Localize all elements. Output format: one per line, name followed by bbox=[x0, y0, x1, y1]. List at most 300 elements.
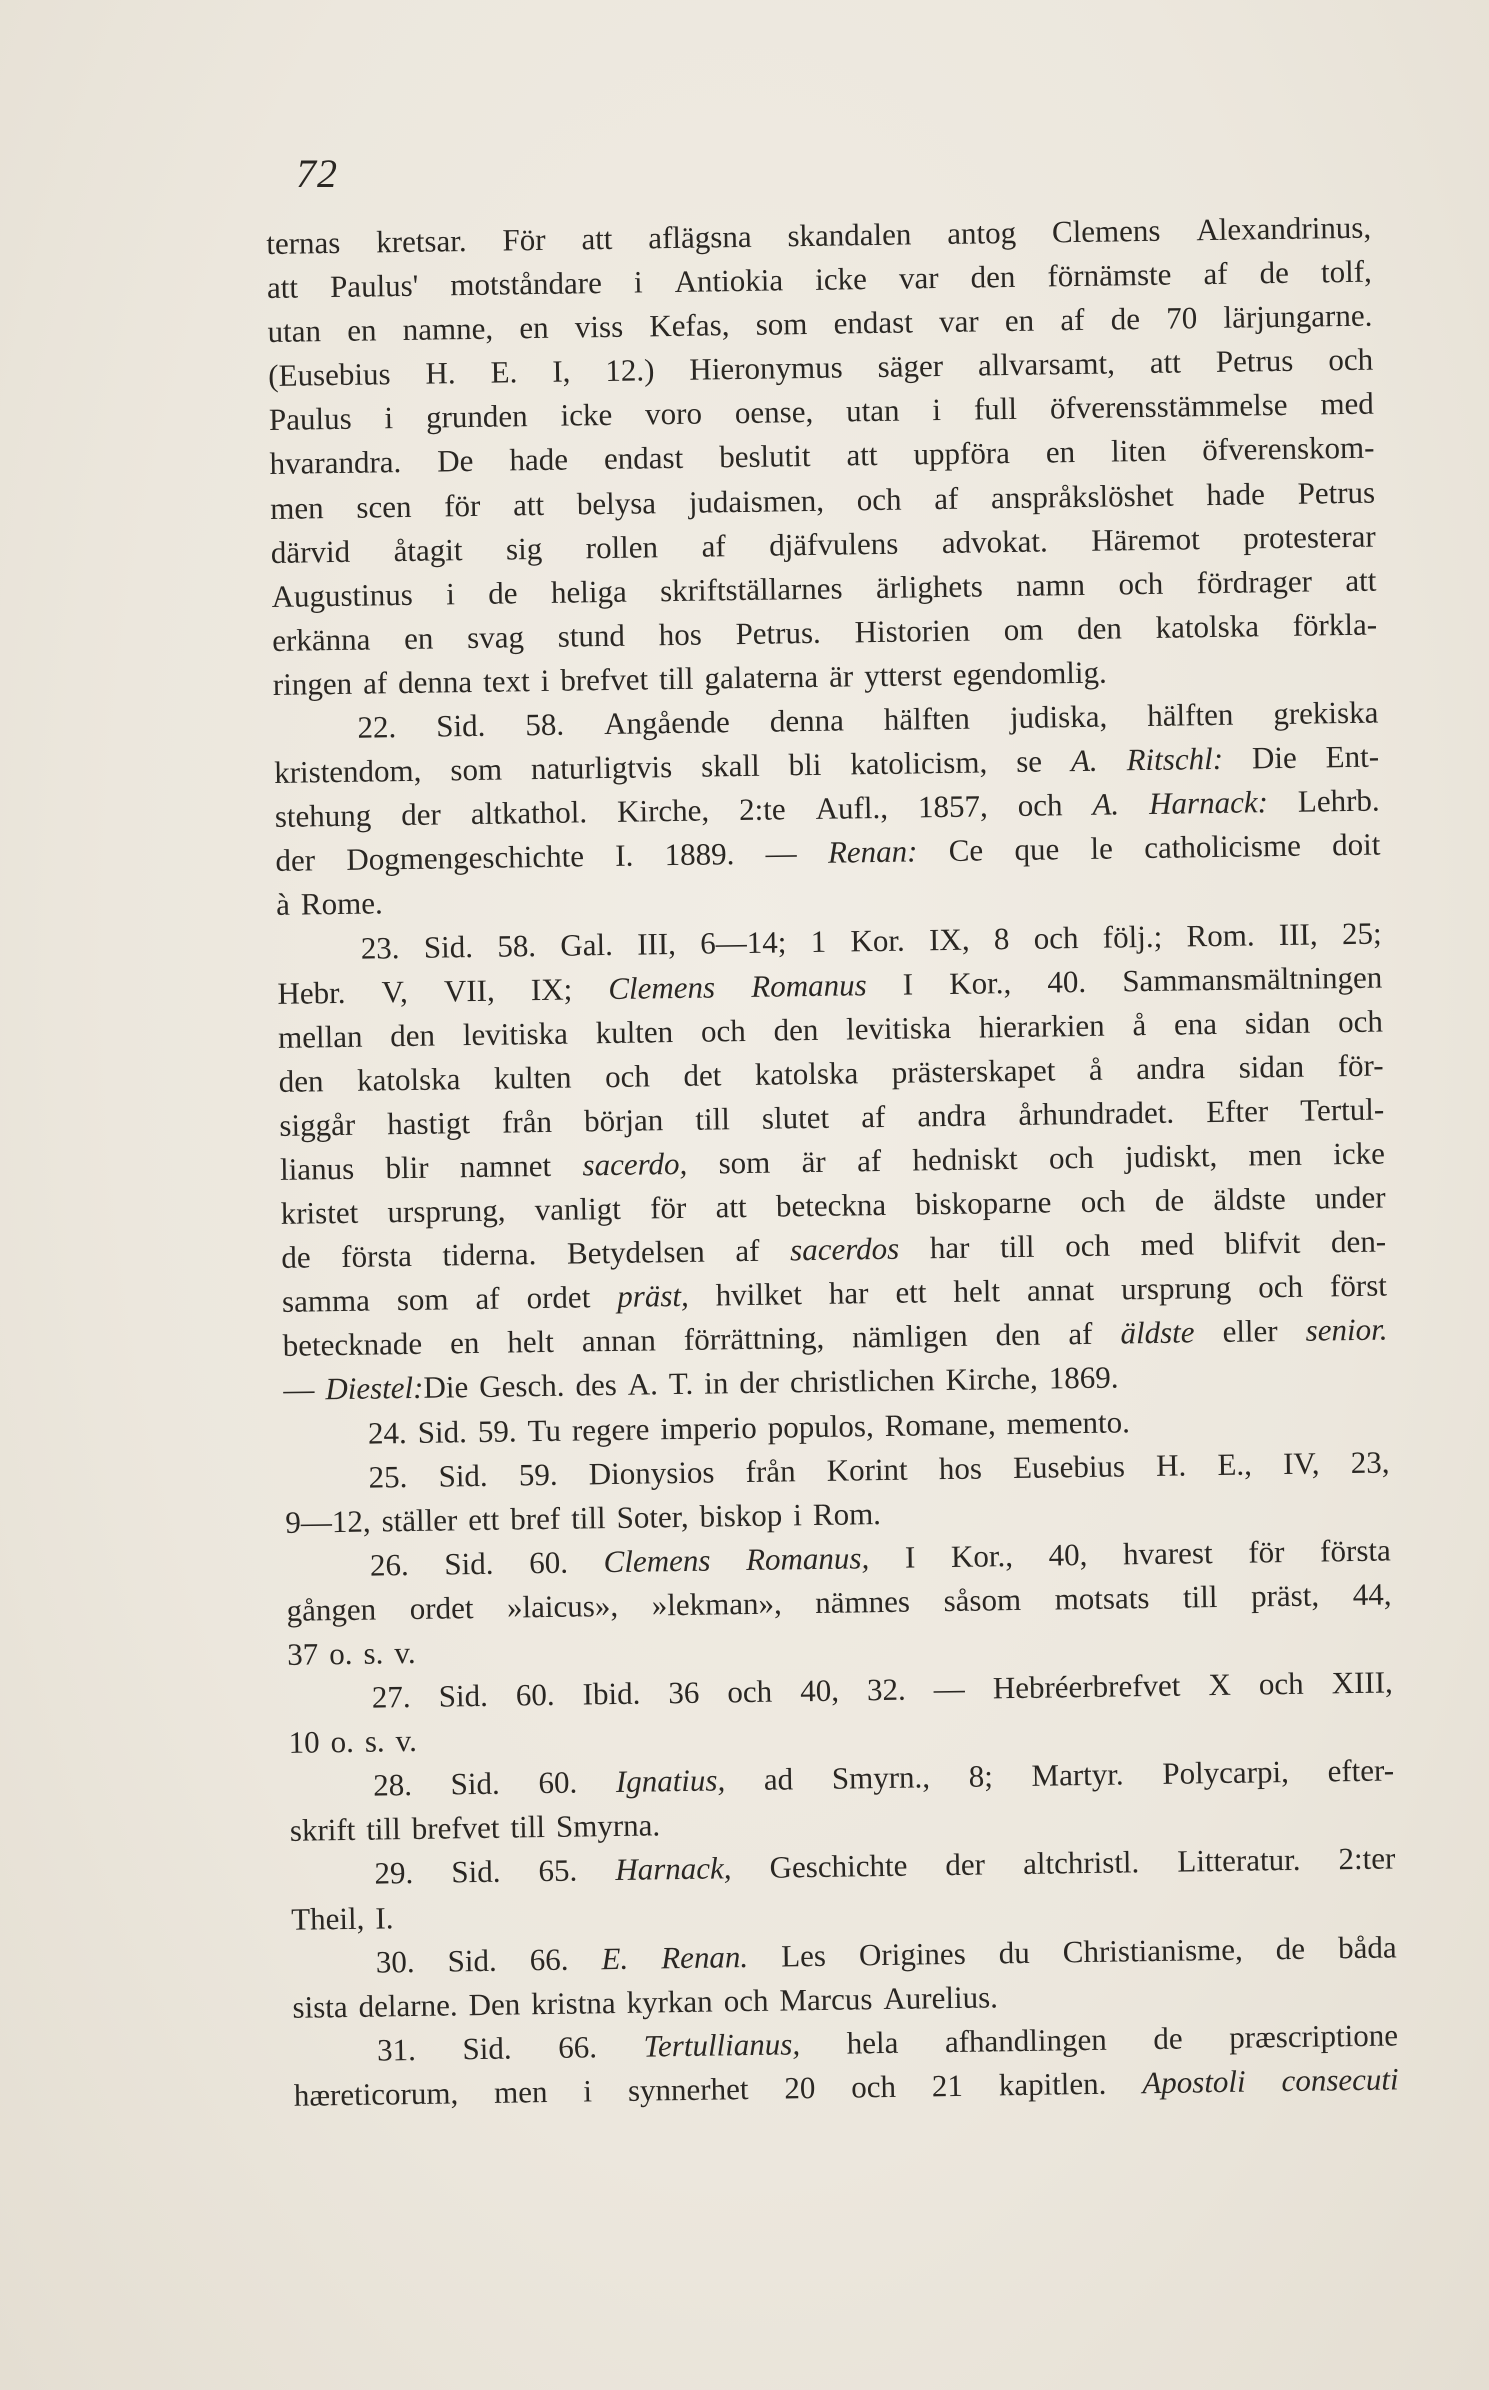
word: i bbox=[583, 2073, 593, 2109]
word: sacerdo, bbox=[582, 1145, 688, 1183]
word: 2:te bbox=[738, 791, 786, 828]
word: af bbox=[735, 1232, 760, 1269]
word: Romanus, bbox=[745, 1540, 870, 1577]
word: — bbox=[765, 835, 797, 871]
word: full bbox=[973, 391, 1018, 427]
word: af bbox=[933, 480, 959, 516]
word: katolska bbox=[1155, 608, 1260, 645]
word: protesterar bbox=[1242, 518, 1376, 556]
word: att bbox=[1345, 562, 1377, 598]
word: Augustinus bbox=[271, 576, 414, 614]
word: 32. bbox=[866, 1671, 906, 1708]
word: allvarsamt, bbox=[977, 345, 1116, 383]
word: Clemens bbox=[608, 969, 716, 1006]
word: hastigt bbox=[387, 1104, 471, 1142]
word: prästerskapet bbox=[891, 1052, 1056, 1090]
word: anspråkslöshet bbox=[990, 477, 1174, 515]
word: eller bbox=[1222, 1313, 1278, 1350]
word: till bbox=[366, 1811, 402, 1848]
word: Hebréerbrefvet bbox=[992, 1667, 1181, 1706]
word: Harnack: bbox=[1148, 784, 1269, 822]
notes-lines bbox=[266, 206, 1399, 2118]
word: och bbox=[723, 1982, 769, 2019]
word: Ibid. bbox=[582, 1675, 641, 1712]
word: o. bbox=[328, 1635, 353, 1672]
word: E. bbox=[490, 354, 518, 390]
word: 40, bbox=[799, 1672, 840, 1709]
word: af bbox=[701, 527, 726, 564]
word: I, bbox=[552, 353, 571, 390]
word: därvid bbox=[270, 533, 351, 570]
word: des bbox=[575, 1367, 618, 1403]
word: Romane, bbox=[884, 1405, 996, 1443]
word: af bbox=[475, 1280, 500, 1317]
word: I bbox=[902, 966, 914, 1002]
word: hvilket bbox=[715, 1276, 803, 1313]
word: Sid. bbox=[462, 2030, 512, 2067]
word: IV, bbox=[1282, 1445, 1320, 1481]
word: Aurelius. bbox=[883, 1979, 999, 2016]
word: H. bbox=[1155, 1447, 1187, 1483]
word: kristet bbox=[280, 1194, 359, 1231]
word: antog bbox=[946, 214, 1017, 251]
word: och bbox=[856, 481, 902, 517]
word: rollen bbox=[585, 528, 659, 565]
word: Origines bbox=[858, 1935, 966, 1973]
word: »laicus», bbox=[506, 1587, 619, 1625]
word: som bbox=[396, 1281, 449, 1318]
word: A. bbox=[1092, 786, 1120, 823]
word: VII, bbox=[443, 972, 495, 1009]
word: Theil, bbox=[290, 1900, 365, 1937]
word: 24. bbox=[367, 1414, 407, 1451]
word: har bbox=[929, 1229, 970, 1266]
word: de bbox=[1275, 1930, 1306, 1966]
word: Sid. bbox=[438, 1677, 489, 1714]
word: ett bbox=[895, 1274, 927, 1311]
word: och bbox=[1337, 1003, 1384, 1039]
word: grunden bbox=[425, 398, 528, 436]
word: Christianisme, bbox=[1062, 1931, 1243, 1970]
word: och bbox=[1033, 919, 1079, 956]
word: ad bbox=[763, 1761, 794, 1798]
word: s. bbox=[364, 1723, 385, 1759]
word: Sid. bbox=[451, 1854, 501, 1890]
word: 40, bbox=[1048, 1536, 1088, 1573]
word: Sid. bbox=[447, 1942, 497, 1979]
word: le bbox=[1090, 830, 1114, 867]
word: grekiska bbox=[1273, 694, 1379, 732]
word: den- bbox=[1330, 1223, 1387, 1260]
word: kyrkan bbox=[626, 1983, 713, 2020]
word: consecuti bbox=[1281, 2061, 1399, 2099]
word: fördrager bbox=[1196, 563, 1313, 600]
word: hos bbox=[938, 1450, 983, 1486]
word: biskoparne bbox=[915, 1184, 1052, 1222]
word: från bbox=[501, 1103, 553, 1140]
word: Sid. bbox=[417, 1413, 468, 1450]
word: Kor., bbox=[948, 964, 1012, 1001]
word: que bbox=[1014, 831, 1060, 868]
word: för bbox=[649, 1189, 687, 1226]
word: belysa bbox=[576, 484, 657, 521]
word: 60. bbox=[515, 1676, 555, 1713]
word: à bbox=[275, 887, 291, 923]
word: skrift bbox=[289, 1812, 356, 1849]
word: 25; bbox=[1341, 915, 1382, 951]
word: I. bbox=[614, 837, 634, 874]
word: sidan bbox=[1244, 1004, 1311, 1041]
word: båda bbox=[1337, 1929, 1397, 1965]
word: ordet bbox=[526, 1279, 591, 1316]
word: senior. bbox=[1305, 1311, 1388, 1349]
word: mellan bbox=[277, 1018, 363, 1055]
word: Hieronymus bbox=[689, 349, 843, 388]
word: endast bbox=[603, 440, 684, 477]
word: delarne. bbox=[358, 1987, 458, 2024]
word: 1 bbox=[810, 923, 827, 959]
word: imperio bbox=[660, 1409, 758, 1446]
word: af bbox=[1068, 1316, 1093, 1352]
word: har bbox=[828, 1275, 869, 1312]
word: svag bbox=[466, 619, 525, 655]
word: och bbox=[1258, 1268, 1304, 1305]
word: den bbox=[389, 1017, 436, 1053]
word: I bbox=[904, 1539, 916, 1575]
word: som bbox=[718, 1144, 771, 1181]
page-number: 72 bbox=[296, 151, 338, 196]
word: der bbox=[275, 842, 316, 879]
word: catholicisme bbox=[1143, 828, 1302, 866]
word: och bbox=[1080, 1183, 1126, 1220]
word: Historien bbox=[854, 612, 971, 650]
word: 29. bbox=[374, 1855, 414, 1892]
word: kulten bbox=[493, 1059, 572, 1096]
word: äldste bbox=[1120, 1314, 1195, 1351]
word: v. bbox=[395, 1723, 418, 1759]
word: IX; bbox=[530, 971, 573, 1007]
word: voro bbox=[644, 395, 703, 432]
word: annan bbox=[581, 1322, 657, 1359]
word: att bbox=[715, 1189, 747, 1225]
word: hæreticorum, bbox=[293, 2075, 459, 2113]
word: Litteratur. bbox=[1177, 1842, 1301, 1880]
word: en bbox=[449, 1325, 480, 1361]
word: å bbox=[1132, 1006, 1147, 1042]
word: öfverensstämmelse bbox=[1049, 387, 1288, 426]
word: 44, bbox=[1352, 1576, 1392, 1612]
word: och bbox=[700, 1012, 746, 1049]
word: till bbox=[570, 1499, 606, 1536]
word: aflägsna bbox=[648, 218, 752, 256]
word: Dionysios bbox=[588, 1454, 715, 1491]
word: Soter, bbox=[616, 1498, 689, 1535]
word: advokat. bbox=[941, 523, 1048, 560]
word: äldste bbox=[1213, 1181, 1286, 1218]
word: och bbox=[1048, 1139, 1094, 1176]
word: ternas bbox=[266, 224, 341, 261]
word: skall bbox=[700, 747, 760, 784]
word: andra bbox=[917, 1097, 987, 1134]
word: ärlighets bbox=[875, 568, 983, 605]
word: och bbox=[850, 2068, 897, 2105]
word: och bbox=[1258, 1665, 1304, 1702]
word: hierarkien bbox=[978, 1007, 1105, 1045]
word: af bbox=[1060, 302, 1085, 338]
word: en bbox=[1004, 302, 1035, 339]
word: hade bbox=[1206, 475, 1266, 512]
word: den bbox=[995, 1316, 1041, 1353]
word: de bbox=[487, 575, 518, 611]
word: är bbox=[828, 658, 854, 694]
word: Smyrn., bbox=[831, 1759, 931, 1797]
word: och bbox=[727, 1673, 773, 1710]
word: 66. bbox=[557, 2029, 598, 2065]
word: judiska, bbox=[1009, 698, 1108, 736]
word: 26. bbox=[369, 1546, 409, 1583]
word: katolska bbox=[356, 1060, 461, 1098]
word: 60. bbox=[538, 1764, 578, 1801]
word: brefvet bbox=[411, 1810, 500, 1847]
word: icke bbox=[560, 397, 613, 434]
word: H. bbox=[425, 355, 456, 391]
word: 36 bbox=[668, 1674, 700, 1711]
word: Clemens bbox=[603, 1542, 711, 1579]
word: Sammansmältningen bbox=[1122, 959, 1383, 998]
word: Lehrb. bbox=[1297, 782, 1380, 819]
word: 8; bbox=[968, 1758, 994, 1795]
word: som bbox=[450, 751, 503, 788]
word: andra bbox=[1135, 1049, 1206, 1086]
word: 27. bbox=[371, 1679, 411, 1715]
word: denna bbox=[769, 702, 845, 739]
word: skandalen bbox=[787, 216, 912, 254]
word: i bbox=[540, 662, 550, 698]
word: en bbox=[1045, 434, 1076, 470]
word: Smyrna. bbox=[555, 1807, 661, 1845]
word: Korint bbox=[826, 1451, 908, 1488]
word: namne, bbox=[402, 310, 494, 348]
word: ställer bbox=[381, 1502, 458, 1539]
word: lianus bbox=[279, 1150, 355, 1187]
word: med bbox=[1320, 385, 1375, 422]
word: — bbox=[933, 1670, 966, 1707]
word: och bbox=[1064, 1227, 1111, 1264]
word: å bbox=[1088, 1051, 1103, 1087]
word: Petrus bbox=[1297, 474, 1376, 511]
word: 28. bbox=[372, 1767, 413, 1803]
word: Antiokia bbox=[674, 262, 784, 300]
word: s. bbox=[363, 1635, 384, 1671]
word: För bbox=[502, 221, 546, 258]
word: djäfvulens bbox=[768, 525, 899, 563]
word: Paulus bbox=[268, 401, 352, 438]
word: Alexandrinus, bbox=[1196, 209, 1372, 248]
word: Angående bbox=[603, 704, 731, 742]
word: Sid. bbox=[444, 1545, 494, 1582]
word: och bbox=[1118, 565, 1164, 602]
word: Sid. bbox=[436, 707, 486, 744]
word: var bbox=[898, 260, 939, 296]
word: E. bbox=[601, 1940, 629, 1976]
word: icke bbox=[814, 261, 868, 297]
word: Tertul- bbox=[1299, 1091, 1385, 1128]
word: sista bbox=[292, 1988, 348, 2025]
word: 8 bbox=[993, 920, 1010, 956]
word: levitiska bbox=[845, 1009, 952, 1047]
word: i bbox=[445, 575, 456, 612]
word: af bbox=[1203, 255, 1228, 292]
word: 1869. bbox=[1048, 1359, 1119, 1396]
word: Gal. bbox=[560, 926, 614, 963]
notes-text bbox=[266, 206, 1399, 2118]
word: der bbox=[945, 1846, 986, 1883]
word: för- bbox=[1337, 1047, 1384, 1083]
word: säger bbox=[877, 348, 944, 385]
word: III, bbox=[636, 925, 677, 962]
word: 21 bbox=[931, 2067, 964, 2104]
word: synnerhet bbox=[627, 2070, 749, 2108]
word: att bbox=[512, 486, 545, 522]
word: var bbox=[938, 303, 979, 340]
word: åtagit bbox=[393, 531, 463, 568]
word: vanligt bbox=[534, 1190, 622, 1228]
word: hos bbox=[658, 616, 703, 653]
word: Häremot bbox=[1090, 520, 1200, 558]
word: Efter bbox=[1205, 1093, 1269, 1130]
word: början bbox=[583, 1102, 664, 1139]
word: 20 bbox=[784, 2069, 816, 2106]
word: lärjungarne. bbox=[1223, 297, 1373, 335]
word: öfverenskom- bbox=[1202, 430, 1375, 468]
word: århundradet. bbox=[1018, 1094, 1175, 1132]
word: kapitlen. bbox=[998, 2065, 1107, 2103]
word: Sid. bbox=[450, 1765, 500, 1802]
word: 60. bbox=[528, 1544, 569, 1581]
word: memento. bbox=[1006, 1403, 1131, 1441]
word: till bbox=[999, 1228, 1035, 1265]
word: 23, bbox=[1350, 1444, 1390, 1480]
word: helt bbox=[953, 1273, 1001, 1310]
word: Hebr. bbox=[277, 974, 346, 1011]
word: är bbox=[801, 1143, 826, 1180]
word: 12.) bbox=[605, 352, 655, 389]
word: de bbox=[1259, 254, 1290, 291]
word: Geschichte bbox=[769, 1848, 908, 1886]
word: 6—14; bbox=[699, 923, 787, 961]
word: motståndare bbox=[450, 265, 603, 303]
word: Clemens bbox=[1051, 212, 1161, 250]
word: i bbox=[384, 400, 394, 436]
word: hvarandra. bbox=[269, 444, 402, 482]
word: Kor. bbox=[850, 922, 906, 958]
word: helt bbox=[507, 1324, 555, 1360]
word: 2:ter bbox=[1338, 1840, 1396, 1877]
word: sig bbox=[505, 530, 543, 567]
word: ordet bbox=[409, 1589, 474, 1626]
word: under bbox=[1314, 1179, 1386, 1216]
word: 70 bbox=[1165, 300, 1198, 336]
word: 31. bbox=[376, 2031, 417, 2068]
word: den bbox=[773, 1011, 819, 1048]
word: utan bbox=[845, 392, 900, 429]
word: A. bbox=[627, 1366, 659, 1403]
word: i bbox=[792, 1496, 803, 1533]
word: scen bbox=[356, 488, 412, 525]
word: Aufl., bbox=[815, 790, 889, 827]
word: Renan: bbox=[827, 833, 918, 871]
word: viss bbox=[574, 308, 624, 345]
word: »lekman», bbox=[651, 1585, 782, 1623]
word: en bbox=[519, 310, 549, 346]
word: X bbox=[1208, 1666, 1232, 1703]
word: ringen bbox=[272, 665, 353, 702]
word: sidan bbox=[1238, 1048, 1305, 1085]
word: för bbox=[1248, 1533, 1285, 1570]
word: en bbox=[403, 620, 434, 656]
word: ytterst bbox=[863, 656, 942, 694]
word: nämnes bbox=[815, 1583, 911, 1620]
word: populos, bbox=[767, 1407, 874, 1445]
word: samma bbox=[281, 1282, 371, 1320]
word: annat bbox=[1026, 1272, 1095, 1309]
word: doit bbox=[1331, 826, 1381, 863]
word: judiskt, bbox=[1124, 1137, 1218, 1175]
word: utan bbox=[267, 313, 322, 350]
word: betecknade bbox=[282, 1326, 423, 1364]
word: nämligen bbox=[851, 1318, 968, 1355]
word: första bbox=[1319, 1532, 1391, 1569]
word: du bbox=[998, 1934, 1031, 1970]
word: Rome. bbox=[300, 885, 383, 922]
word: af bbox=[362, 665, 388, 701]
word: Die bbox=[423, 1369, 469, 1406]
word: altchristl. bbox=[1022, 1844, 1140, 1882]
word: A. bbox=[1070, 742, 1098, 779]
word: till bbox=[658, 660, 694, 697]
word: Kirche, bbox=[945, 1361, 1038, 1398]
word: 25. bbox=[368, 1458, 408, 1495]
word: XIII, bbox=[1331, 1664, 1394, 1701]
word: V, bbox=[381, 973, 409, 1009]
word: men bbox=[269, 489, 324, 526]
word: ursprung bbox=[1120, 1270, 1232, 1307]
word: hälften bbox=[883, 700, 971, 737]
word: T. bbox=[668, 1366, 694, 1402]
word: De bbox=[437, 443, 474, 479]
word: ett bbox=[468, 1501, 500, 1537]
word: af bbox=[860, 1098, 886, 1135]
word: (Eusebius bbox=[268, 356, 391, 394]
word: III, bbox=[1278, 915, 1318, 952]
word: Kor., bbox=[950, 1537, 1014, 1574]
word: Tu bbox=[527, 1412, 562, 1448]
word: levitiska bbox=[462, 1015, 569, 1052]
word: ursprung, bbox=[387, 1192, 506, 1230]
word: o. bbox=[330, 1724, 355, 1760]
word: endast bbox=[833, 304, 914, 341]
word: I. bbox=[375, 1899, 394, 1936]
word: biskop bbox=[699, 1497, 783, 1534]
word: till bbox=[695, 1101, 731, 1137]
word: sacerdos bbox=[789, 1230, 900, 1268]
word: kristendom, bbox=[273, 752, 422, 791]
word: och bbox=[1328, 341, 1374, 378]
word: liten bbox=[1110, 433, 1167, 469]
word: en bbox=[346, 312, 377, 348]
word: uppföra bbox=[913, 435, 1011, 472]
word: såsom bbox=[943, 1581, 1022, 1619]
